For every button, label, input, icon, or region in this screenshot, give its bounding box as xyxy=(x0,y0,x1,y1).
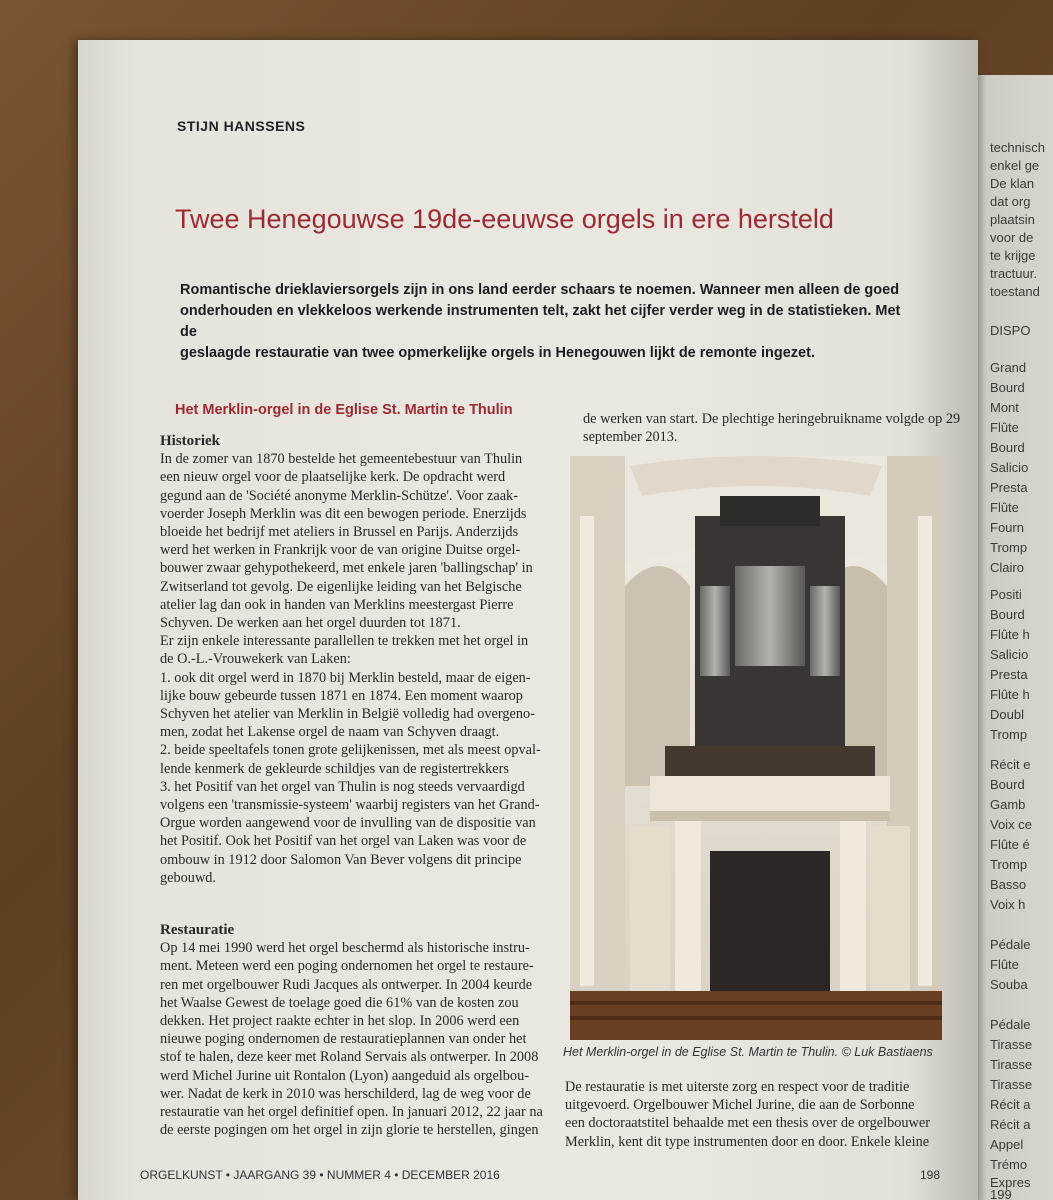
facing-page-text: Récit a xyxy=(990,1097,1031,1112)
body-text-line: lende kenmerk de gekleurde schildjes van de registertrekkers xyxy=(160,760,509,777)
facing-page-text: Presta xyxy=(990,667,1028,682)
facing-page-text: dat org xyxy=(990,194,1031,209)
body-text-line: Schyven het atelier van Merklin in België volledig had overgeno- xyxy=(160,706,535,723)
facing-page-text: Tromp xyxy=(990,540,1028,555)
facing-page-text: Flûte xyxy=(990,420,1019,435)
body-text-line: bloeide het bedrijf met ateliers in Brussel en Parijs. Anderzijds xyxy=(160,524,519,541)
body-text-line: een nieuw orgel voor de plaatselijke kerk. De opdracht werd xyxy=(160,469,506,486)
facing-page-text: Flûte h xyxy=(990,687,1030,702)
article-title: Twee Henegouwse 19de-eeuwse orgels in ere hersteld xyxy=(175,204,834,234)
facing-page-text: Pédale xyxy=(990,1017,1031,1032)
facing-page-text: Flûte xyxy=(990,500,1019,515)
left-column-restauratie xyxy=(160,921,543,1139)
facing-page-text: Bourd xyxy=(990,777,1025,792)
facing-page-text: Pédale xyxy=(990,937,1031,952)
facing-page-text: Tirasse xyxy=(990,1037,1033,1052)
facing-page-text: Récit e xyxy=(990,757,1031,772)
body-text-line: In de zomer van 1870 bestelde het gemeentebestuur van Thulin xyxy=(160,451,523,468)
facing-page-text: voor de xyxy=(990,230,1034,245)
body-text-line: het Positif. Ook het Positif van het orgel van Laken was voor de xyxy=(160,833,527,850)
organ-photo xyxy=(570,456,942,1040)
body-text-line: de eerste pogingen om het orgel in zijn glorie te herstellen, gingen xyxy=(160,1122,539,1139)
facing-page-text: Grand xyxy=(990,360,1027,375)
body-text-line: een doctoraatstitel behaalde met een thesis over de orgelbouwer xyxy=(565,1115,930,1132)
author-name: STIJN HANSSENS xyxy=(177,118,306,134)
body-text-line: ren met orgelbouwer Rudi Jacques als ontwerper. In 2004 keurde xyxy=(160,976,533,993)
body-text-line: werd Michel Jurine uit Rontalon (Lyon) aangeduid als orgelbou- xyxy=(160,1067,529,1084)
body-text-line: nieuwe poging ondernomen de restauratieplannen van onder het xyxy=(160,1031,527,1048)
body-text-line: De restauratie is met uiterste zorg en respect voor de traditie xyxy=(565,1079,910,1095)
facing-page-text: De klan xyxy=(990,176,1035,191)
body-text-line: uitgevoerd. Orgelbouwer Michel Jurine, die aan de Sorbonne xyxy=(565,1097,915,1114)
body-text-line: gegund aan de 'Société anonyme Merklin-Schütze'. Voor zaak- xyxy=(160,487,518,504)
facing-page-text: Presta xyxy=(990,480,1028,495)
body-text-line: wer. Nadat de kerk in 2010 was herschilderd, lag de weg voor de xyxy=(160,1085,531,1102)
facing-page-text: Tirasse xyxy=(990,1077,1033,1092)
body-text-line: lijke bouw gebeurde tussen 1871 en 1874. Een moment waarop xyxy=(160,687,523,704)
lead-line: onderhouden en vlekkeloos werkende instrumenten telt, zakt het cijfer verder weg in de statistieken. Met de xyxy=(180,303,901,340)
facing-page-text: Basso xyxy=(990,877,1027,892)
left-column-historiek xyxy=(160,432,541,887)
facing-page-text: Voix ce xyxy=(990,817,1032,832)
lead-line: geslaagde restauratie van twee opmerkelijke orgels in Henegouwen lijkt de remonte ingezet. xyxy=(180,345,815,361)
right-column-top xyxy=(583,410,960,446)
body-text-line: Op 14 mei 1990 werd het orgel beschermd als historische instru- xyxy=(160,940,530,957)
article-lead xyxy=(180,280,920,364)
body-text-line: Zwitserland tot gevolg. De eigenlijke leiding van het Belgische xyxy=(160,578,522,595)
facing-page-text: DISPO xyxy=(990,323,1031,338)
facing-page-text: Flûte h xyxy=(990,627,1030,642)
facing-page-text: Bourd xyxy=(990,607,1025,622)
facing-page-text: Souba xyxy=(990,977,1028,992)
facing-page-text: tractuur. xyxy=(990,266,1037,281)
body-text-line: bouwer zwaar gehypothekeerd, met enkele jaren 'ballingschap' in xyxy=(160,560,533,577)
page-footer: ORGELKUNST • JAARGANG 39 • NUMMER 4 • DECEMBER 2016 xyxy=(140,1168,500,1182)
body-text-line: 3. het Positif van het orgel van Thulin is nog steeds vervaardigd xyxy=(160,778,525,795)
body-text-line: Er zijn enkele interessante parallellen te trekken met het orgel in xyxy=(160,633,529,650)
facing-page-text: Clairo xyxy=(990,560,1024,575)
body-text-line: volgens een 'transmissie-systeem' waarbij registers van het Grand- xyxy=(160,797,540,814)
facing-page-text: Fourn xyxy=(990,520,1024,535)
facing-page-text: Flûte é xyxy=(990,837,1030,852)
facing-page-text: technisch xyxy=(990,140,1045,155)
facing-page-text: Tromp xyxy=(990,727,1028,742)
facing-page-text: te krijge xyxy=(990,248,1036,263)
facing-page-text: 199 xyxy=(990,1187,1012,1200)
body-text-line: Merklin, kent dit type instrumenten door en door. Enkele kleine xyxy=(565,1133,930,1150)
body-text-line: 2. beide speeltafels tonen grote gelijkenissen, met als meest opval- xyxy=(160,742,541,759)
facing-page-text: Doubl xyxy=(990,707,1024,722)
body-text-line: het Waalse Gewest de toelage goed die 61% van de kosten zou xyxy=(160,994,519,1011)
body-text-line: september 2013. xyxy=(583,429,678,446)
section-title: Het Merklin-orgel in de Eglise St. Martin te Thulin xyxy=(175,402,513,418)
facing-page-text: enkel ge xyxy=(990,158,1040,173)
historiek-heading: Historiek xyxy=(160,433,220,449)
facing-page-text: Salicio xyxy=(990,647,1029,662)
facing-page-text: Bourd xyxy=(990,440,1025,455)
body-text-line: gebouwd. xyxy=(160,869,216,886)
body-text-line: de O.-L.-Vrouwekerk van Laken: xyxy=(160,651,351,668)
lead-line: Romantische drieklaviersorgels zijn in ons land eerder schaars te noemen. Wanneer men alleen de goed xyxy=(180,282,900,298)
facing-page-text: Bourd xyxy=(990,380,1025,395)
body-text-line: ment. Meteen werd een poging ondernomen het orgel te restaure- xyxy=(160,958,534,975)
facing-page-text: Récit a xyxy=(990,1117,1031,1132)
page-number: 198 xyxy=(920,1168,941,1182)
body-text-line: de werken van start. De plechtige heringebruikname volgde op 29 xyxy=(583,411,961,427)
organ-church-image xyxy=(570,456,942,1040)
facing-page-text: Appel xyxy=(990,1137,1024,1152)
facing-page-text: Expres xyxy=(990,1175,1031,1190)
body-text-line: atelier lag dan ook in handen van Merklins meestergast Pierre xyxy=(160,596,514,613)
facing-page-text: Positi xyxy=(990,587,1022,602)
facing-page-text: Mont xyxy=(990,400,1019,415)
facing-page-text: Gamb xyxy=(990,797,1026,812)
body-text-line: werd het werken in Frankrijk voor de van origine Duitse orgel- xyxy=(160,542,521,559)
facing-page-text: Salicio xyxy=(990,460,1029,475)
facing-page-text: Voix h xyxy=(990,897,1026,912)
facing-page-text: Tromp xyxy=(990,857,1028,872)
body-text-line: Orgue worden aangewend voor de invulling van de dispositie van xyxy=(160,815,536,832)
body-text-line: stof te halen, deze keer met Roland Servais als ontwerper. In 2008 xyxy=(160,1049,539,1066)
facing-page-text: Flûte xyxy=(990,957,1019,972)
body-text-line: 1. ook dit orgel werd in 1870 bij Merklin besteld, maar de eigen- xyxy=(160,669,531,686)
facing-page-text: toestand xyxy=(990,284,1040,299)
body-text-line: ombouw in 1912 door Salomon Van Bever volgens dit principe xyxy=(160,851,522,868)
restauratie-heading: Restauratie xyxy=(160,922,235,938)
body-text-line: men, zodat het Lakense orgel de naam van Schyven draagt. xyxy=(160,724,500,741)
facing-page-text: Tirasse xyxy=(990,1057,1033,1072)
body-text-line: Schyven. De werken aan het orgel duurden tot 1871. xyxy=(160,615,461,632)
body-text-line: restauratie van het orgel definitief open. In januari 2012, 22 jaar na xyxy=(160,1104,543,1121)
facing-page-text: plaatsin xyxy=(990,212,1035,227)
facing-page-text: Trémo xyxy=(990,1157,1028,1172)
body-text-line: voerder Joseph Merklin was dit een bewogen periode. Enerzijds xyxy=(160,505,527,522)
body-text-line: dekken. Het project raakte echter in het slop. In 2006 werd een xyxy=(160,1013,520,1030)
right-column-bottom xyxy=(565,1078,930,1151)
facing-page xyxy=(972,75,1053,1200)
photo-caption: Het Merklin-orgel in de Eglise St. Martin te Thulin. © Luk Bastiaens xyxy=(563,1045,933,1059)
